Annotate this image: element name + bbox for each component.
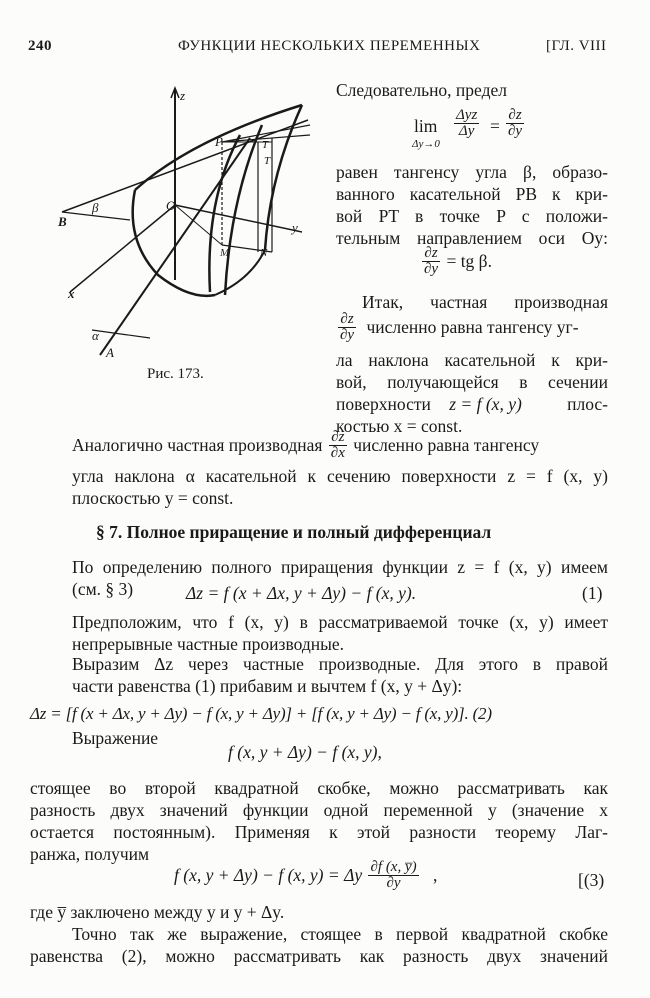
right-line-4: вой PT в точке P с положи- xyxy=(336,206,608,226)
label-n: N xyxy=(260,247,268,259)
section-title: § 7. Полное приращение и полный дифференциал xyxy=(96,522,492,542)
x-axis xyxy=(70,205,175,292)
equation-1-number: (1) xyxy=(582,583,603,603)
tg-fraction: $\frac{\partial z}{\partial y}$ xyxy=(424,245,439,277)
dz-dy-inline: $\frac{\partial z}{\partial y}$ xyxy=(340,311,355,343)
label-x: x xyxy=(68,286,75,301)
label-beta: β xyxy=(92,200,99,215)
dz-dx-inline: $\frac{\partial z}{\partial x}$ xyxy=(330,429,345,461)
right-line-11: костью x = const. xyxy=(336,416,463,436)
label-t1: T' xyxy=(264,155,273,167)
limit-formula xyxy=(414,106,534,156)
label-p: P xyxy=(215,134,223,149)
right-line-7: $\frac{\partial z}{\partial y}$ численно равна тангенсу уг- xyxy=(340,311,579,343)
para-5: Выражение xyxy=(72,728,159,748)
label-a: A xyxy=(106,345,114,360)
running-title: ФУНКЦИИ НЕСКОЛЬКИХ ПЕРЕМЕННЫХ xyxy=(178,38,481,54)
para-3-line-1: Предположим, что f (x, y) в рассматриваемой точке (x, y) имеет xyxy=(72,612,608,632)
figure-173 xyxy=(40,80,330,370)
label-m: M xyxy=(220,247,230,259)
figure-caption: Рис. 173. xyxy=(147,366,204,382)
equation-2: Δz = [f (x + Δx, y + Δy) − f (x, y + Δy)] + [f (x, y + Δy) − f (x, y)]. (2) xyxy=(30,704,492,723)
right-line-3: ванного касательной PB к кри- xyxy=(336,184,608,204)
label-b: B xyxy=(58,214,67,229)
para-6-line-3: остается постоянным). Применяя к этой разности теорему Лаг- xyxy=(30,822,608,842)
right-line-8: ла наклона касательной к кри- xyxy=(336,350,608,370)
page-number: 240 xyxy=(28,38,52,54)
label-z: z xyxy=(180,88,186,103)
para-4-line-2: части равенства (1) прибавим и вычтем f (x, y + Δy): xyxy=(72,676,463,696)
para-6-line-2: разность двух значений функции одной переменной y (значение x xyxy=(30,800,608,820)
para-3-line-2: непрерывные частные производные. xyxy=(72,634,345,654)
chapter-label: [ГЛ. VIII xyxy=(546,38,607,54)
para-8-line-2: равенства (2), можно рассматривать как разность двух значений xyxy=(30,946,608,966)
right-line-6: Итак, частная производная xyxy=(362,292,608,312)
para-7: где y̅ заключено между y и y + Δy. xyxy=(30,902,285,922)
para-6-line-1: стоящее во второй квадратной скобке, можно рассматривать как xyxy=(30,778,608,798)
right-line-5: тельным направлением оси Oy: xyxy=(336,228,608,248)
para-6-line-4: ранжа, получим xyxy=(30,844,150,864)
para-4-line-1: Выразим Δz через частные производные. Для этого в правой xyxy=(72,654,608,674)
right-line-2: равен тангенсу угла β, образо- xyxy=(336,162,608,182)
lim-fraction: Δyz Δy xyxy=(456,107,478,139)
para-1-line-2: угла наклона α касательной к сечению поверхности z = f (x, y) xyxy=(72,466,608,486)
right-line-9: вой, получающейся в сечении xyxy=(336,372,608,392)
para-2-line-1: По определению полного приращения функции z = f (x, y) имеем xyxy=(72,557,608,577)
label-alpha: α xyxy=(92,328,99,343)
equation-4: f (x, y + Δy) − f (x, y) = Δy $\frac{\partial f (x, y̅)}{\partial y}$ , xyxy=(174,859,438,891)
label-t: T xyxy=(262,139,269,151)
dz-dy-fraction: $\frac{\partial z}{\partial y}$ xyxy=(508,107,523,139)
lim-equals: = xyxy=(490,116,500,136)
tg-formula xyxy=(420,246,492,286)
para-8-line-1: Точно так же выражение, стоящее в первой квадратной скобке xyxy=(72,924,608,944)
para-1-line-1: Аналогично частная производная $\frac{\partial z}{\partial x}$ численно равна тангенсу xyxy=(72,429,540,461)
label-o: O xyxy=(166,198,176,213)
equation-4-number: [(3) xyxy=(578,870,605,890)
label-y: y xyxy=(292,220,298,235)
tg-value: = tg β. xyxy=(446,251,492,271)
lim-sub: Δy→0 xyxy=(412,138,440,150)
equation-3: f (x, y + Δy) − f (x, y), xyxy=(228,742,382,762)
right-line-10: поверхности z = f (x, y) плос- xyxy=(336,394,608,414)
right-line-1: Следовательно, предел xyxy=(336,80,507,100)
lim-word: lim xyxy=(414,116,438,136)
df-dy-fraction: $\frac{\partial f (x, y̅)}{\partial y}$ xyxy=(370,859,417,891)
para-1-line-3: плоскостью y = const. xyxy=(72,488,234,508)
para-2-line-2: (см. § 3) xyxy=(72,579,134,599)
equation-1: Δz = f (x + Δx, y + Δy) − f (x, y). xyxy=(186,583,417,603)
